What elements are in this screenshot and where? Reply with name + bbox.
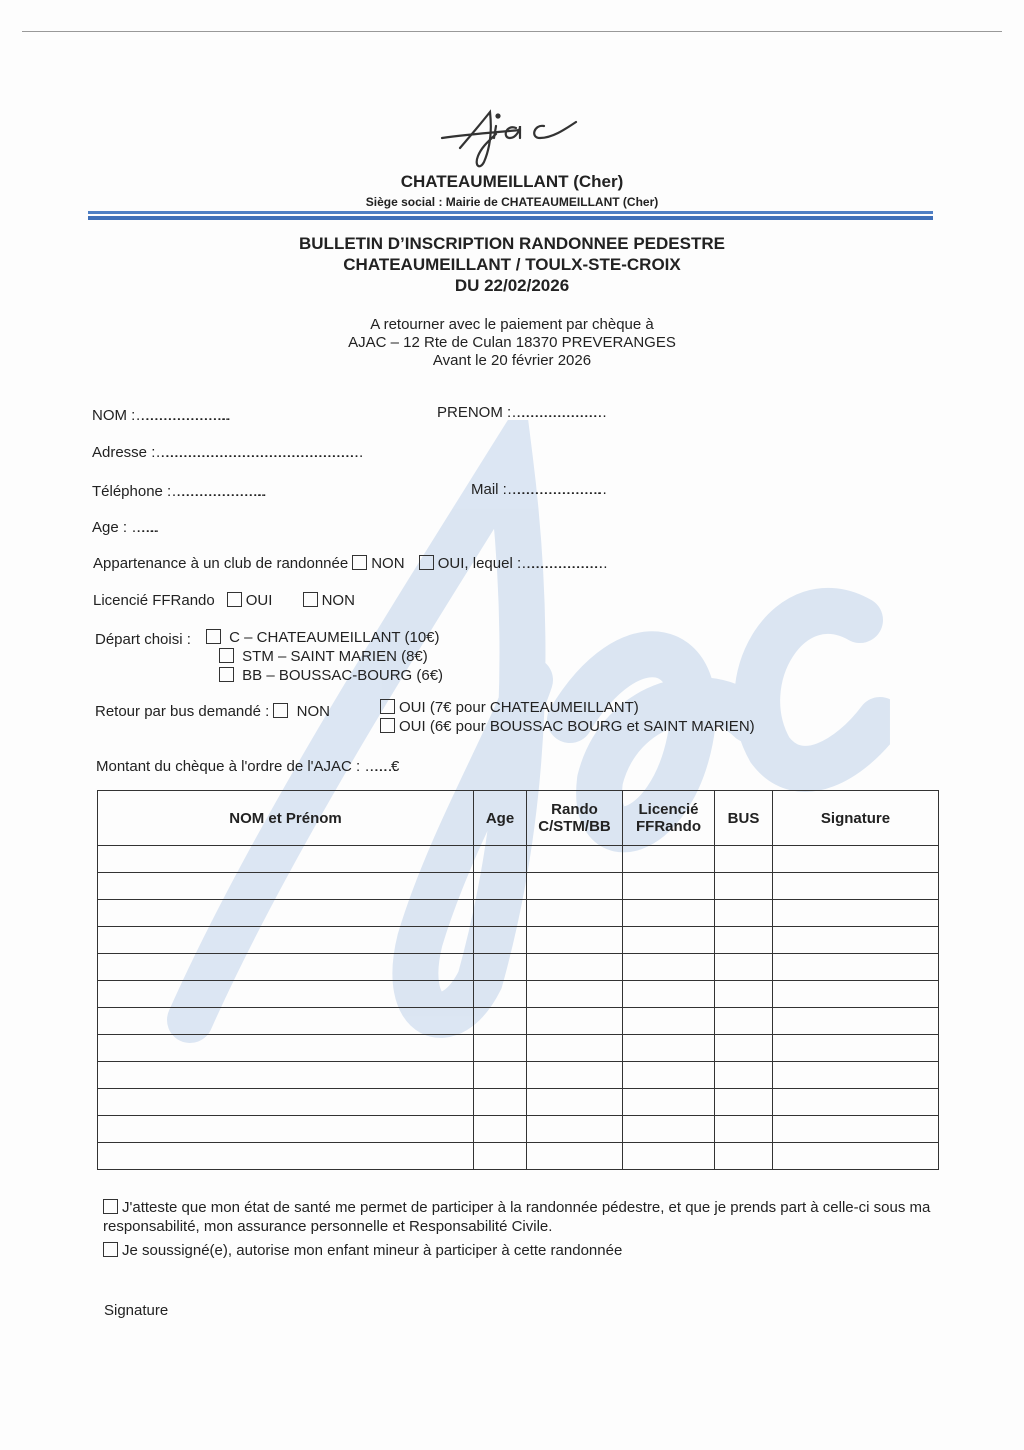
- licence-non-label: NON: [321, 592, 355, 609]
- table-cell[interactable]: [623, 981, 715, 1008]
- table-row: [98, 1008, 939, 1035]
- table-cell[interactable]: [773, 1062, 939, 1089]
- dotted-line: ……………: [364, 758, 387, 775]
- table-cell[interactable]: [623, 1008, 715, 1035]
- table-cell[interactable]: [527, 981, 623, 1008]
- table-cell[interactable]: [98, 1035, 474, 1062]
- table-cell[interactable]: [527, 1089, 623, 1116]
- table-cell[interactable]: [474, 1062, 527, 1089]
- instruction-line: Avant le 20 février 2026: [432, 352, 592, 369]
- table-cell[interactable]: [773, 1035, 939, 1062]
- table-cell[interactable]: [527, 873, 623, 900]
- telephone-field[interactable]: Téléphone :…………………………………………………..: [92, 483, 266, 500]
- table-cell[interactable]: [474, 927, 527, 954]
- table-cell[interactable]: [98, 1008, 474, 1035]
- prenom-field[interactable]: PRENOM :…………………………………………………: [437, 404, 597, 421]
- table-row: [98, 1062, 939, 1089]
- table-cell[interactable]: [98, 927, 474, 954]
- dotted-line: …………: [131, 519, 150, 536]
- table-cell[interactable]: [474, 900, 527, 927]
- depart-option-label: C – CHATEAUMEILLANT (10€): [229, 629, 440, 646]
- ajac-logo: [440, 104, 580, 170]
- table-row: [98, 981, 939, 1008]
- table-cell[interactable]: [98, 1062, 474, 1089]
- table-cell[interactable]: [623, 1143, 715, 1170]
- col-header: Rando C/STM/BB: [527, 791, 623, 846]
- bus-oui-option[interactable]: [380, 718, 755, 735]
- bus-non-label: NON: [296, 703, 330, 720]
- table-cell[interactable]: [474, 954, 527, 981]
- nom-field[interactable]: NOM :…………………………………………………..: [92, 407, 230, 424]
- attest-text: J'atteste que mon état de santé me permet de participer à la randonnée pédestre, et que je prends part à celle-ci sous ma responsabilité, mon assurance personnelle et Responsabilité Civile.: [103, 1199, 931, 1235]
- club-oui-checkbox[interactable]: [419, 555, 434, 570]
- mail-field[interactable]: Mail :…………………………………………………….: [471, 481, 602, 498]
- table-cell[interactable]: [474, 981, 527, 1008]
- club-non-checkbox[interactable]: [352, 555, 367, 570]
- table-cell[interactable]: [715, 1116, 773, 1143]
- table-cell[interactable]: [715, 981, 773, 1008]
- licence-row: [93, 592, 355, 609]
- table-row: [98, 873, 939, 900]
- divider: [88, 216, 933, 220]
- table-cell[interactable]: [527, 1143, 623, 1170]
- depart-label: Départ choisi :: [95, 631, 191, 648]
- table-cell[interactable]: [474, 1143, 527, 1170]
- dotted-line: …………………………………………………: [171, 483, 257, 500]
- attest-checkbox[interactable]: [103, 1199, 118, 1214]
- col-header: Signature: [773, 791, 939, 846]
- table-cell[interactable]: [474, 1008, 527, 1035]
- table-cell[interactable]: [98, 873, 474, 900]
- table-cell[interactable]: [98, 981, 474, 1008]
- col-header: NOM et Prénom: [98, 791, 474, 846]
- depart-option[interactable]: [219, 667, 443, 684]
- table-cell[interactable]: [715, 1035, 773, 1062]
- table-cell[interactable]: [773, 846, 939, 873]
- table-cell[interactable]: [98, 1116, 474, 1143]
- minor-checkbox[interactable]: [103, 1242, 118, 1257]
- licence-oui-checkbox[interactable]: [227, 592, 242, 607]
- table-cell[interactable]: [623, 1062, 715, 1089]
- dotted-line: …………………………………………………: [135, 407, 221, 424]
- depart-option[interactable]: [206, 629, 440, 646]
- title-line: CHATEAUMEILLANT / TOULX-STE-CROIX: [343, 255, 681, 274]
- club-non-label: NON: [371, 555, 405, 572]
- table-cell[interactable]: [98, 954, 474, 981]
- table-cell[interactable]: [474, 1035, 527, 1062]
- table-cell[interactable]: [623, 1035, 715, 1062]
- table-cell[interactable]: [527, 954, 623, 981]
- table-cell[interactable]: [773, 1089, 939, 1116]
- dotted-line: ……………………………………………………………………………………………………………………: [155, 444, 354, 461]
- table-cell[interactable]: [527, 900, 623, 927]
- table-cell[interactable]: [623, 927, 715, 954]
- table-cell[interactable]: [715, 1062, 773, 1089]
- table-cell[interactable]: [773, 900, 939, 927]
- table-cell[interactable]: [773, 1116, 939, 1143]
- table-cell[interactable]: [98, 1143, 474, 1170]
- table-cell[interactable]: [527, 846, 623, 873]
- checkbox[interactable]: [380, 718, 395, 733]
- table-cell[interactable]: [715, 1089, 773, 1116]
- head-office: Siège social : Mairie de CHATEAUMEILLANT (Cher): [365, 195, 659, 209]
- org-name: CHATEAUMEILLANT (Cher): [400, 172, 624, 191]
- table-cell[interactable]: [715, 1008, 773, 1035]
- participants-table: [97, 790, 939, 1170]
- licence-label: Licencié FFRando: [93, 592, 215, 609]
- table-cell[interactable]: [527, 1008, 623, 1035]
- table-row: [98, 954, 939, 981]
- table-cell[interactable]: [98, 900, 474, 927]
- checkbox[interactable]: [206, 629, 221, 644]
- table-cell[interactable]: [474, 846, 527, 873]
- adresse-field[interactable]: Adresse :……………………………………………………………………………………………………………………: [92, 444, 354, 461]
- minor-authorization: [103, 1242, 622, 1259]
- depart-option-label: BB – BOUSSAC-BOURG (6€): [242, 667, 444, 684]
- signature-label: Signature: [104, 1302, 169, 1319]
- table-cell[interactable]: [773, 1008, 939, 1035]
- table-cell[interactable]: [623, 1116, 715, 1143]
- table-cell[interactable]: [715, 927, 773, 954]
- table-cell[interactable]: [773, 873, 939, 900]
- licence-non-checkbox[interactable]: [303, 592, 318, 607]
- checkbox[interactable]: [380, 699, 395, 714]
- col-header: BUS: [715, 791, 773, 846]
- table-row: [98, 927, 939, 954]
- col-header: Age: [474, 791, 527, 846]
- bus-oui-option[interactable]: [380, 699, 639, 716]
- instruction-line: A retourner avec le paiement par chèque à: [370, 316, 654, 333]
- table-cell[interactable]: [715, 873, 773, 900]
- bus-non-checkbox[interactable]: [273, 703, 288, 718]
- health-attestation: [103, 1198, 948, 1236]
- table-cell[interactable]: [623, 873, 715, 900]
- bus-oui-label: OUI (7€ pour CHATEAUMEILLANT): [399, 699, 639, 716]
- table-cell[interactable]: [623, 900, 715, 927]
- checkbox[interactable]: [219, 667, 234, 682]
- table-cell[interactable]: [527, 1116, 623, 1143]
- col-header: Licencié FFRando: [623, 791, 715, 846]
- table-cell[interactable]: [623, 954, 715, 981]
- table-row: [98, 1116, 939, 1143]
- club-oui-field[interactable]: OUI, lequel :……………………………………………: [437, 555, 598, 572]
- table-cell[interactable]: [527, 1062, 623, 1089]
- table-cell[interactable]: [773, 954, 939, 981]
- licence-oui-label: OUI: [245, 592, 273, 609]
- table-cell[interactable]: [715, 1143, 773, 1170]
- club-label: Appartenance à un club de randonnée: [93, 555, 349, 572]
- bus-label: Retour par bus demandé :: [95, 703, 270, 720]
- scan-top-line: [22, 31, 1002, 32]
- table-cell[interactable]: [773, 1143, 939, 1170]
- table-cell[interactable]: [474, 873, 527, 900]
- dotted-line: …………………………………………………: [511, 404, 597, 421]
- dotted-line: ……………………………………………: [521, 555, 598, 572]
- table-row: [98, 1089, 939, 1116]
- depart-option[interactable]: [219, 648, 428, 665]
- table-cell[interactable]: [715, 954, 773, 981]
- table-cell[interactable]: [623, 1089, 715, 1116]
- age-field[interactable]: Age : …………..: [92, 519, 158, 536]
- table-cell[interactable]: [527, 927, 623, 954]
- title-line: DU 22/02/2026: [454, 276, 570, 295]
- bus-oui-label: OUI (6€ pour BOUSSAC BOURG et SAINT MARIEN): [399, 718, 755, 735]
- table-cell[interactable]: [98, 1089, 474, 1116]
- table-row: [98, 1035, 939, 1062]
- dotted-line: ……………………………………………………: [506, 481, 597, 498]
- club-row: [93, 555, 598, 572]
- table-cell[interactable]: [474, 1089, 527, 1116]
- table-cell[interactable]: [773, 927, 939, 954]
- divider: [88, 211, 933, 214]
- checkbox[interactable]: [219, 648, 234, 663]
- minor-text: Je soussigné(e), autorise mon enfant mineur à participer à cette randonnée: [122, 1242, 623, 1259]
- table-cell[interactable]: [773, 981, 939, 1008]
- table-row: [98, 846, 939, 873]
- instruction-line: AJAC – 12 Rte de Culan 18370 PREVERANGES: [348, 334, 676, 351]
- table-cell[interactable]: [715, 900, 773, 927]
- table-cell[interactable]: [527, 1035, 623, 1062]
- table-cell[interactable]: [474, 1116, 527, 1143]
- table-cell[interactable]: [98, 846, 474, 873]
- montant-field[interactable]: Montant du chèque à l'ordre de l'AJAC : …………… €: [96, 758, 400, 775]
- table-row: [98, 1143, 939, 1170]
- bus-row: [95, 703, 330, 720]
- title-line: BULLETIN D’INSCRIPTION RANDONNEE PEDESTRE: [299, 234, 725, 253]
- table-row: [98, 900, 939, 927]
- table-cell[interactable]: [715, 846, 773, 873]
- depart-option-label: STM – SAINT MARIEN (8€): [242, 648, 428, 665]
- table-cell[interactable]: [623, 846, 715, 873]
